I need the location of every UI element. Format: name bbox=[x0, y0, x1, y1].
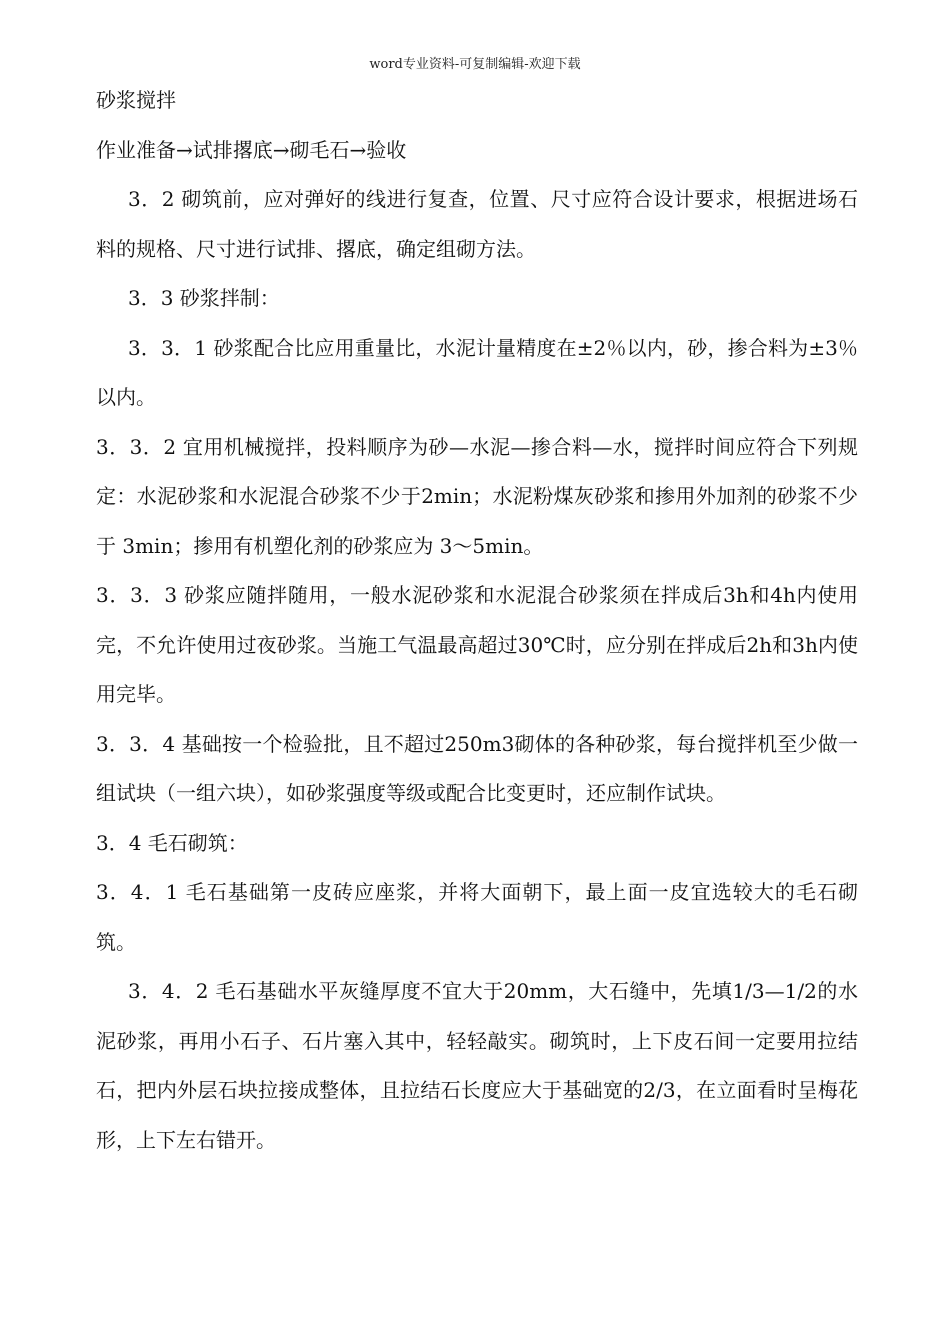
paragraph-3-3-2: 3．3．2 宜用机械搅拌，投料顺序为砂—水泥—掺合料—水，搅拌时间应符合下列规定：水泥砂浆和水泥混合砂浆不少于2min；水泥粉煤灰砂浆和掺用外加剂的砂浆不少于 3min；掺用有机塑化剂的砂浆应为 3～5min。 bbox=[96, 434, 858, 558]
section-title-mortar-mixing: 砂浆搅拌 bbox=[96, 88, 176, 112]
paragraph-3-3-4: 3．3．4 基础按一个检验批，且不超过250m3砌体的各种砂浆，每台搅拌机至少做一组试块（一组六块），如砂浆强度等级或配合比变更时，还应制作试块。 bbox=[96, 731, 858, 805]
page-header: word专业资料-可复制编辑-欢迎下载 bbox=[369, 57, 581, 72]
paragraph-3-3-1: 3．3．1 砂浆配合比应用重量比，水泥计量精度在±2％以内，砂，掺合料为±3％以内。 bbox=[96, 335, 858, 409]
paragraph-3-4-2: 3．4．2 毛石基础水平灰缝厚度不宜大于20mm，大石缝中，先填1/3—1/2的水泥砂浆，再用小石子、石片塞入其中，轻轻敲实。砌筑时，上下皮石间一定要用拉结石，把内外层石块拉接成整体，且拉结石长度应大于基础宽的2/3，在立面看时呈梅花形，上下左右错开。 bbox=[96, 979, 858, 1152]
paragraph-3-4-1: 3．4．1 毛石基础第一皮砖应座浆，并将大面朝下，最上面一皮宜选较大的毛石砌筑。 bbox=[96, 880, 858, 954]
paragraph-3-3-3: 3．3．3 砂浆应随拌随用，一般水泥砂浆和水泥混合砂浆须在拌成后3h和4h内使用完，不允许使用过夜砂浆。当施工气温最高超过30℃时，应分别在拌成后2h和3h内使用完毕。 bbox=[96, 583, 858, 706]
document-body bbox=[96, 76, 858, 1165]
heading-3-3: 3．3 砂浆拌制： bbox=[128, 286, 280, 310]
paragraph-3-2: 3．2 砌筑前，应对弹好的线进行复查，位置、尺寸应符合设计要求，根据进场石料的规格、尺寸进行试排、撂底，确定组砌方法。 bbox=[96, 187, 858, 261]
heading-3-4: 3．4 毛石砌筑： bbox=[96, 830, 248, 855]
process-flow: 作业准备→试排撂底→砌毛石→验收 bbox=[96, 137, 407, 162]
